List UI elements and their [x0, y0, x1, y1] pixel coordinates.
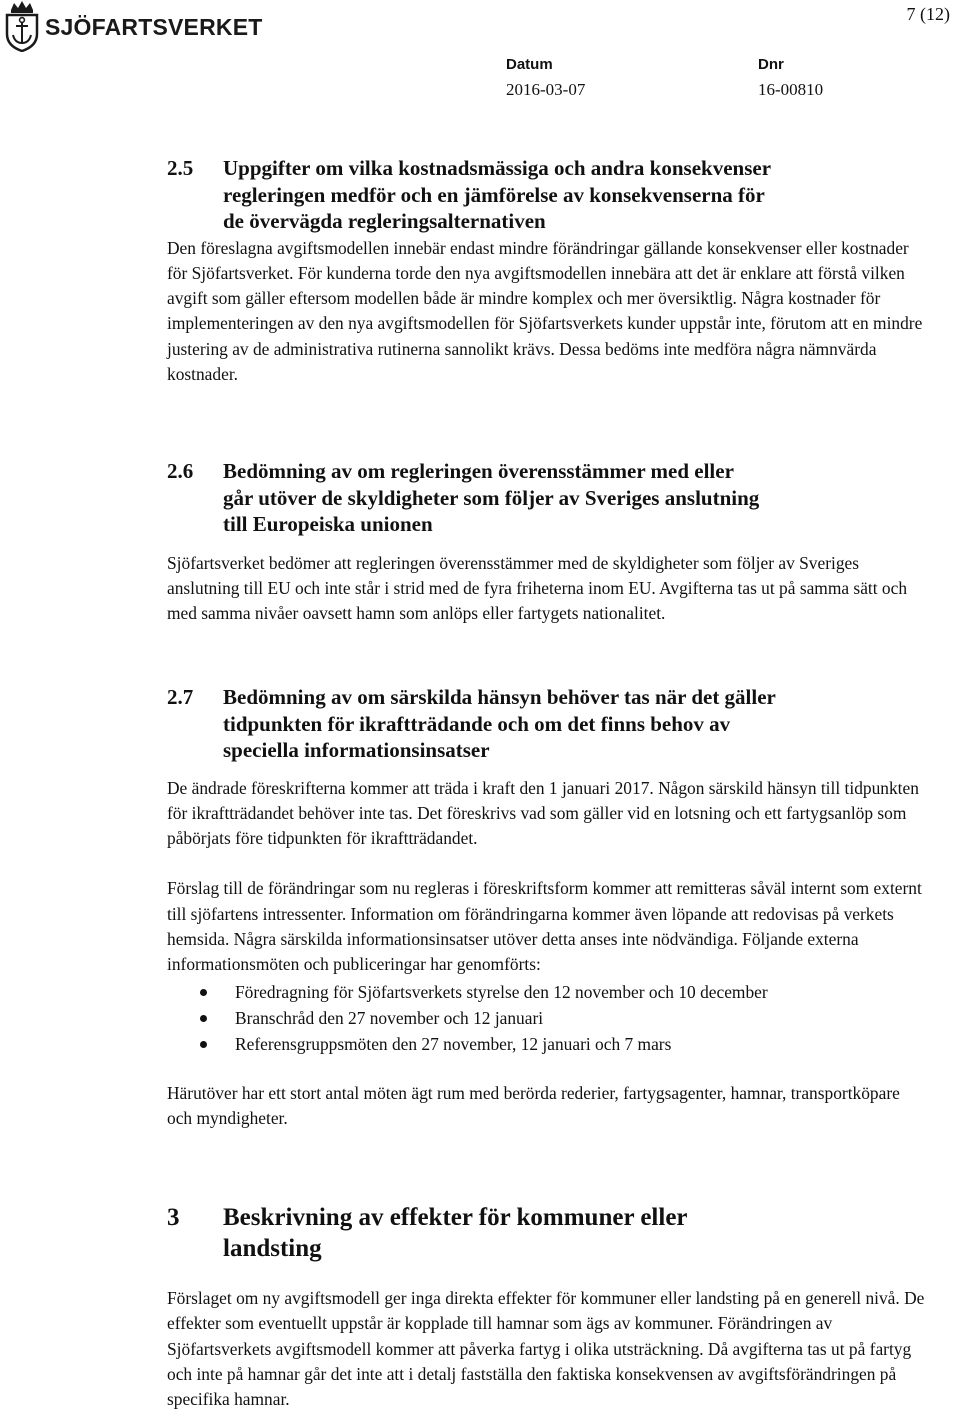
section-number: 2.6	[167, 459, 194, 483]
dnr-block	[758, 56, 823, 100]
page-number: 7 (12)	[906, 4, 950, 24]
chapter-heading	[167, 1202, 927, 1264]
list-item: Föredragning för Sjöfartsverkets styrelse den 12 november och 10 december	[167, 979, 927, 1005]
list-item: Referensgruppsmöten den 27 november, 12 januari och 7 mars	[167, 1031, 927, 1057]
list-item: Branschråd den 27 november och 12 januari	[167, 1005, 927, 1031]
paragraph: Härutöver har ett stort antal möten ägt rum med berörda rederier, fartygsagenter, hamnar, transportköpare och myndigheter.	[167, 1082, 900, 1128]
section-title: Beskrivning av effekter för kommuner eller landsting	[223, 1204, 688, 1262]
paragraph: Sjöfartsverket bedömer att regleringen överensstämmer med de skyldigheter som följer av Sveriges anslutning till EU och inte står i strid med de fyra friheterna inom EU. Avgifterna tas ut på samma sätt och med samma nivåer oavsett hamn som anlöps eller fartygets nationalitet.	[167, 552, 908, 624]
logo-wordmark: SJÖFARTSVERKET	[45, 13, 263, 40]
section-title: Bedömning av om regleringen överensstämmer med eller går utöver de skyldigheter som följer av Sveriges anslutning till Europeiska unionen	[223, 459, 760, 536]
section-2-7	[167, 684, 927, 1131]
section-3	[167, 1202, 927, 1412]
date-block	[506, 56, 585, 100]
section-2-5	[167, 155, 927, 387]
date-value: 2016-03-07	[506, 80, 586, 99]
section-heading	[167, 684, 927, 764]
section-number: 2.7	[167, 685, 194, 709]
section-2-6	[167, 458, 927, 626]
meeting-list	[167, 979, 927, 1057]
paragraph: De ändrade föreskrifterna kommer att träda i kraft den 1 januari 2017. Någon särskild hänsyn till tidpunkten för ikraftträdandet behöver inte tas. Det föreskrivs vad som gäller vid en lotsning och ett fartygsanlöp som påbörjats före tidpunkten för ikraftträdandet.	[167, 777, 919, 849]
crown-anchor-emblem-icon	[4, 0, 40, 52]
section-title: Bedömning av om särskilda hänsyn behöver tas när det gäller tidpunkten för ikraftträdande och om det finns behov av speciella informationsinsatser	[223, 685, 776, 762]
date-label: Datum	[506, 56, 553, 73]
section-number: 2.5	[167, 156, 194, 180]
paragraph: Förslag till de förändringar som nu regleras i föreskriftsform kommer att remitteras såväl internt som externt till sjöfartens intressenter. Information om förändringarna kommer även löpande att redovisas på verkets hemsida. Några särskilda informationsinsatser utöver detta anses inte nödvändiga. Följande externa informationsmöten och publiceringar har genomförts:	[167, 878, 922, 975]
section-number: 3	[167, 1204, 180, 1231]
section-heading	[167, 458, 927, 538]
paragraph: Förslaget om ny avgiftsmodell ger inga direkta effekter för kommuner eller landsting på en generell nivå. De effekter som eventuellt uppstår är kopplade till hamnar som ägs av kommuner. Förändringen av Sjöfartsverkets avgiftsmodell kommer att påverka fartyg i olika utsträckning. Då avgifterna tas ut på fartyg och inte på hamnar går det inte att i detalj fastställa den faktiska konsekvensen av avgiftsförändringen på specifika hamnar.	[167, 1288, 925, 1410]
dnr-value: 16-00810	[758, 80, 824, 99]
section-heading	[167, 155, 927, 235]
paragraph: Den föreslagna avgiftsmodellen innebär endast mindre förändringar gällande konsekvenser eller kostnader för Sjöfartsverket. För kunderna torde den nya avgiftsmodellen innebära att det är enklare att förstå vilken avgift som gäller eftersom modellen både är mindre komplex och mer översiktlig. Några kostnader för implementeringen av den nya avgiftsmodellen för Sjöfartsverkets kunder uppstår inte, förutom att en mindre justering av de administrativa rutinerna sannolikt krävs. Dessa bedöms inte medföra några nämnvärda kostnader.	[167, 237, 923, 384]
section-title: Uppgifter om vilka kostnadsmässiga och andra konsekvenser regleringen medför och en jämförelse av konsekvenserna för de övervägda regleringsalternativen	[223, 156, 771, 233]
dnr-label: Dnr	[758, 56, 784, 73]
agency-logo	[4, 0, 263, 52]
